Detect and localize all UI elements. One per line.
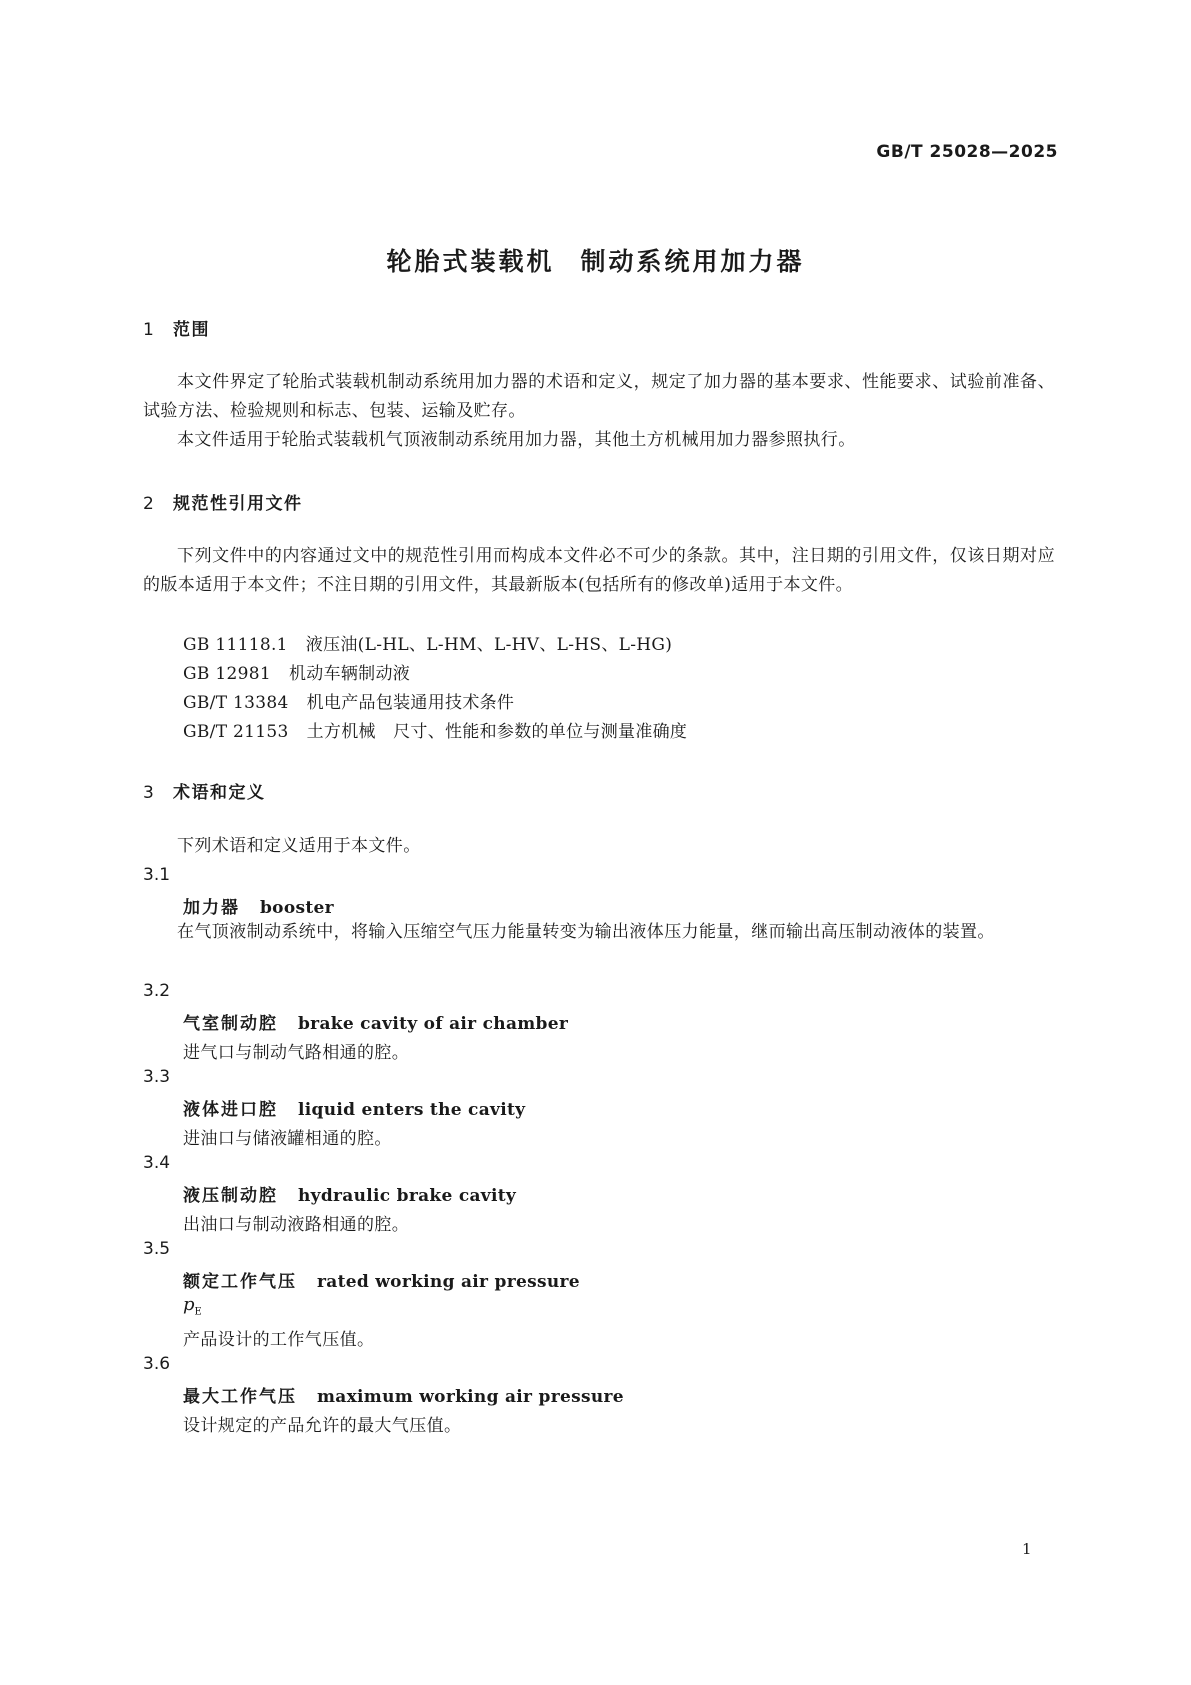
term-heading xyxy=(183,1181,516,1206)
term-english: liquid enters the cavity xyxy=(298,1100,526,1120)
term-chinese: 液体进口腔 xyxy=(183,1100,278,1120)
clause-number: 3.3 xyxy=(143,1067,171,1087)
term-definition: 出油口与制动液路相通的腔。 xyxy=(183,1215,410,1235)
reference-title: 土方机械 尺寸、性能和参数的单位与测量准确度 xyxy=(306,722,688,742)
section-1-paragraph-2: 本文件适用于轮胎式装载机气顶液制动系统用加力器，其他土方机械用加力器参照执行。 xyxy=(177,430,856,450)
term-english: booster xyxy=(260,898,334,918)
term-definition: 进气口与制动气路相通的腔。 xyxy=(183,1043,410,1063)
clause-number: 3.4 xyxy=(143,1153,171,1173)
section-3-intro: 下列术语和定义适用于本文件。 xyxy=(177,836,421,856)
term-symbol xyxy=(183,1294,202,1318)
term-chinese: 气室制动腔 xyxy=(183,1014,278,1034)
document-title xyxy=(0,242,1191,278)
symbol-base: p xyxy=(183,1294,195,1315)
term-definition: 产品设计的工作气压值。 xyxy=(183,1330,375,1350)
reference-code: GB 11118.1 xyxy=(183,635,288,655)
page-number: 1 xyxy=(1022,1540,1032,1558)
clause-number: 3.2 xyxy=(143,981,171,1001)
term-definition: 在气顶液制动系统中，将输入压缩空气压力能量转变为输出液体压力能量，继而输出高压制动液体的装置。 xyxy=(177,922,995,942)
term-english: maximum working air pressure xyxy=(317,1387,624,1407)
reference-title: 机动车辆制动液 xyxy=(288,664,411,684)
reference-code: GB 12981 xyxy=(183,664,271,684)
term-chinese: 加力器 xyxy=(183,898,240,918)
clause-number: 3.1 xyxy=(143,865,171,885)
standard-code: GB/T 25028—2025 xyxy=(876,142,1058,162)
section-number: 2 xyxy=(143,494,156,514)
section-3-heading xyxy=(143,778,266,803)
term-heading xyxy=(183,1267,580,1292)
normative-reference xyxy=(183,688,514,713)
term-english: hydraulic brake cavity xyxy=(298,1186,517,1206)
term-heading xyxy=(183,1009,568,1034)
section-title: 规范性引用文件 xyxy=(173,494,303,514)
normative-reference xyxy=(183,630,672,655)
reference-title: 液压油(L-HL、L-HM、L-HV、L-HS、L-HG) xyxy=(305,635,673,655)
clause-number: 3.5 xyxy=(143,1239,171,1259)
term-definition: 进油口与储液罐相通的腔。 xyxy=(183,1129,392,1149)
reference-code: GB/T 21153 xyxy=(183,722,289,742)
section-1-heading xyxy=(143,315,210,340)
term-heading xyxy=(183,1382,624,1407)
term-definition: 设计规定的产品允许的最大气压值。 xyxy=(183,1416,462,1436)
section-number: 3 xyxy=(143,783,156,803)
term-english: brake cavity of air chamber xyxy=(298,1014,569,1034)
section-2-paragraph-1: 下列文件中的内容通过文中的规范性引用而构成本文件必不可少的条款。其中，注日期的引用文件，仅该日期对应的版本适用于本文件；不注日期的引用文件，其最新版本(包括所有的修改单)适用于本文件。 xyxy=(143,546,1055,595)
term-english: rated working air pressure xyxy=(317,1272,580,1292)
symbol-subscript: E xyxy=(194,1306,202,1318)
normative-reference xyxy=(183,717,687,742)
term-chinese: 额定工作气压 xyxy=(183,1272,297,1292)
title-part-1: 轮胎式装载机 xyxy=(386,247,555,276)
section-title: 术语和定义 xyxy=(173,783,266,803)
title-part-2: 制动系统用加力器 xyxy=(580,247,805,276)
section-number: 1 xyxy=(143,320,156,340)
term-chinese: 液压制动腔 xyxy=(183,1186,278,1206)
section-title: 范围 xyxy=(173,320,210,340)
reference-title: 机电产品包装通用技术条件 xyxy=(306,693,515,713)
term-chinese: 最大工作气压 xyxy=(183,1387,297,1407)
term-heading xyxy=(183,893,334,918)
section-1-paragraph-1: 本文件界定了轮胎式装载机制动系统用加力器的术语和定义，规定了加力器的基本要求、性能要求、试验前准备、试验方法、检验规则和标志、包装、运输及贮存。 xyxy=(143,372,1055,421)
reference-code: GB/T 13384 xyxy=(183,693,289,713)
clause-number: 3.6 xyxy=(143,1354,171,1374)
term-heading xyxy=(183,1095,525,1120)
normative-reference xyxy=(183,659,410,684)
section-2-heading xyxy=(143,489,303,514)
